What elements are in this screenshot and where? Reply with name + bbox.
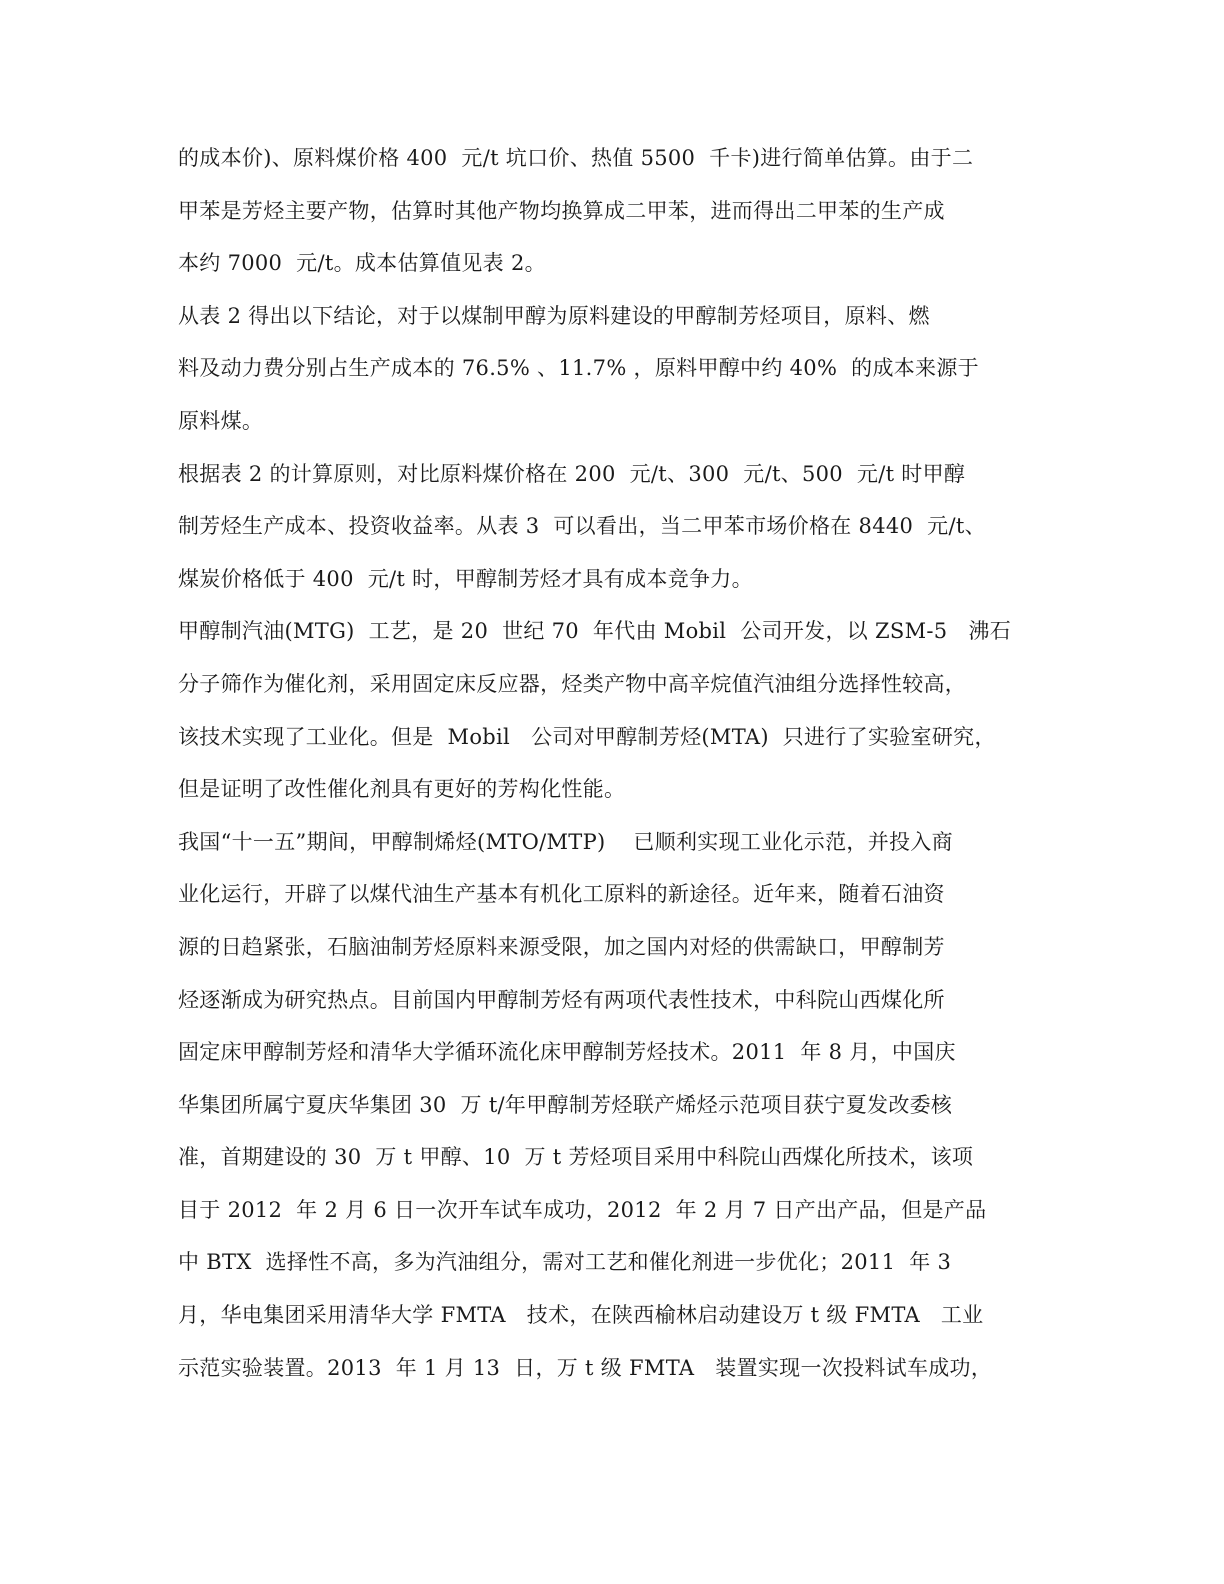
body-text	[178, 138, 1048, 1400]
text-line: 本约 7000 元/t。成本估算值见表 2。	[178, 251, 546, 276]
text-line: 月，华电集团采用清华大学 FMTA 技术，在陕西榆林启动建设万 t 级 FMTA 工业	[178, 1303, 984, 1328]
text-line: 甲苯是芳烃主要产物，估算时其他产物均换算成二甲苯，进而得出二甲苯的生产成	[178, 198, 945, 223]
text-line: 准，首期建设的 30 万 t 甲醇、10 万 t 芳烃项目采用中科院山西煤化所技术，该项	[178, 1145, 974, 1170]
text-line: 从表 2 得出以下结论，对于以煤制甲醇为原料建设的甲醇制芳烃项目，原料、燃	[178, 303, 930, 328]
text-line: 料及动力费分别占生产成本的 76.5% 、11.7% ，原料甲醇中约 40% 的成本来源于	[178, 356, 979, 381]
paragraph-domestic-development	[178, 822, 1048, 1401]
text-line: 中 BTX 选择性不高，多为汽油组分，需对工艺和催化剂进一步优化；2011 年 3	[178, 1250, 952, 1275]
text-line: 的成本价)、原料煤价格 400 元/t 坑口价、热值 5500 千卡)进行简单估算。由于二	[178, 146, 974, 170]
paragraph-cost-estimate	[178, 138, 1048, 296]
text-line: 固定床甲醇制芳烃和清华大学循环流化床甲醇制芳烃技术。2011 年 8 月，中国庆	[178, 1040, 956, 1065]
text-line: 示范实验装置。2013 年 1 月 13 日，万 t 级 FMTA 装置实现一次投料试车成功，	[178, 1355, 993, 1380]
text-line: 原料煤。	[178, 408, 264, 433]
text-line: 我国“十一五”期间，甲醇制烯烃(MTO/MTP) 已顺利实现工业化示范，并投入商	[178, 829, 953, 854]
text-line: 业化运行，开辟了以煤代油生产基本有机化工原料的新途径。近年来，随着石油资	[178, 882, 945, 907]
paragraph-coal-price-comparison	[178, 454, 1048, 612]
text-line: 烃逐渐成为研究热点。目前国内甲醇制芳烃有两项代表性技术，中科院山西煤化所	[178, 987, 945, 1012]
text-line: 但是证明了改性催化剂具有更好的芳构化性能。	[178, 777, 626, 802]
text-line: 该技术实现了工业化。但是 Mobil 公司对甲醇制芳烃(MTA) 只进行了实验室研究，	[178, 724, 996, 749]
paragraph-mtg-process	[178, 611, 1048, 821]
text-line: 煤炭价格低于 400 元/t 时，甲醇制芳烃才具有成本竞争力。	[178, 566, 753, 591]
paragraph-table2-conclusion	[178, 296, 1048, 454]
text-line: 源的日趋紧张，石脑油制芳烃原料来源受限，加之国内对烃的供需缺口，甲醇制芳	[178, 934, 945, 959]
text-line: 根据表 2 的计算原则，对比原料煤价格在 200 元/t、300 元/t、500 元/t 时甲醇	[178, 461, 966, 486]
text-line: 制芳烃生产成本、投资收益率。从表 3 可以看出，当二甲苯市场价格在 8440 元/t、	[178, 514, 986, 539]
text-line: 甲醇制汽油(MTG) 工艺，是 20 世纪 70 年代由 Mobil 公司开发，以 ZSM-5 沸石	[178, 619, 1011, 644]
text-line: 分子筛作为催化剂，采用固定床反应器，烃类产物中高辛烷值汽油组分选择性较高，	[178, 671, 967, 696]
text-line: 华集团所属宁夏庆华集团 30 万 t/年甲醇制芳烃联产烯烃示范项目获宁夏发改委核	[178, 1092, 953, 1117]
text-line: 目于 2012 年 2 月 6 日一次开车试车成功，2012 年 2 月 7 日产出产品，但是产品	[178, 1197, 987, 1222]
